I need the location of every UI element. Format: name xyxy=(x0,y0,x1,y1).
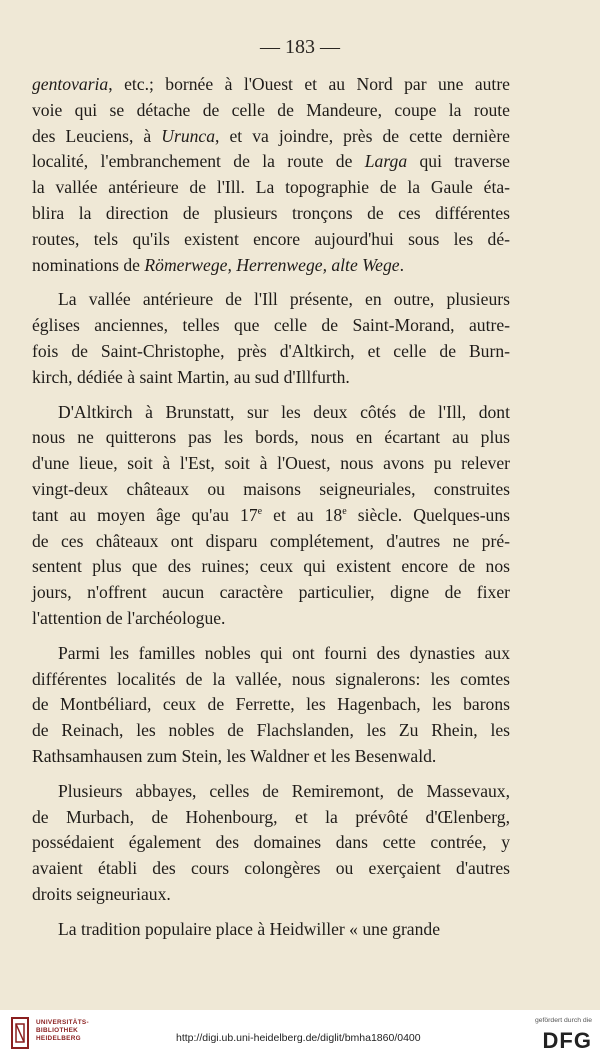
text-run: kirch, dédiée à saint Martin, au sud d'Illfurth. xyxy=(32,366,350,387)
text-run: droits seigneuriaux. xyxy=(32,883,171,904)
text-line xyxy=(32,692,510,718)
text-run: blira la direction de plusieurs tronçons de ces différentes xyxy=(32,202,510,223)
page-number: — 183 — xyxy=(260,36,340,58)
text-line xyxy=(32,400,510,426)
text-line xyxy=(32,606,510,632)
text-line xyxy=(32,830,510,856)
text-run: d'une lieue, soit à l'Est, soit à l'Ouest, nous avons pu relever xyxy=(32,453,510,474)
text-line xyxy=(32,451,510,477)
superscript: e xyxy=(257,505,263,517)
text-run: , et va joindre, près de cette dernière xyxy=(215,125,510,146)
text-run: tant au moyen âge qu'au 17 xyxy=(32,504,258,525)
paragraph xyxy=(32,400,510,632)
paragraph xyxy=(32,917,510,943)
text-run: Rathsamhausen zum Stein, les Waldner et les Besenwald. xyxy=(32,745,437,766)
funding-note: gefördert durch die xyxy=(534,1017,592,1024)
text-line xyxy=(32,201,510,227)
text-line xyxy=(32,580,510,606)
text-run: de Montbéliard, ceux de Ferrette, les Hagenbach, les barons xyxy=(32,694,510,715)
text-line xyxy=(32,149,510,175)
italic-run: Larga xyxy=(364,151,408,172)
text-run: différentes localités de la vallée, nous signalerons: les comtes xyxy=(32,668,510,689)
text-line xyxy=(32,779,510,805)
text-line xyxy=(32,425,510,451)
text-run: la vallée antérieure de l'Ill. La topographie de la Gaule éta- xyxy=(32,177,510,198)
text-line xyxy=(32,72,510,98)
text-line xyxy=(32,339,510,365)
text-line xyxy=(32,175,510,201)
paragraph xyxy=(32,779,510,908)
text-run: et au 18 xyxy=(262,504,343,525)
text-run: localité, l'embranchement de la route de xyxy=(32,151,365,172)
text-run: sentent plus que des ruines; ceux qui existent encore de nos xyxy=(32,556,510,577)
text-run: , etc.; bornée à l'Ouest et au Nord par une autre xyxy=(108,74,510,94)
text-line xyxy=(32,882,510,908)
text-run: de Murbach, de Hohenbourg, et la prévôté d'Œlenberg, xyxy=(32,806,510,827)
text-run: voie qui se détache de celle de Mandeure, coupe la route xyxy=(32,99,510,120)
text-run: l'attention de l'archéologue. xyxy=(32,607,226,628)
text-run: jours, n'offrent aucun caractère particulier, digne de fixer xyxy=(32,582,510,603)
text-line xyxy=(32,503,510,529)
dfg-logo: DFG xyxy=(542,1028,592,1053)
text-run: routes, tels qu'ils existent encore aujourd'hui sous les dé- xyxy=(32,228,510,249)
text-line xyxy=(32,124,510,150)
text-run: possédaient également des domaines dans cette contrée, y xyxy=(32,832,510,853)
text-line xyxy=(32,554,510,580)
text-line xyxy=(32,744,510,770)
text-run: La vallée antérieure de l'Ill présente, en outre, plusieurs xyxy=(58,289,510,310)
text-run: des Leuciens, à xyxy=(32,125,162,146)
digitization-footer xyxy=(0,1010,600,1056)
text-line xyxy=(32,227,510,253)
permalink-url[interactable]: http://digi.ub.uni-heidelberg.de/diglit/bmha1860/0400 xyxy=(176,1032,421,1044)
library-name-line: UNIVERSITÄTS- xyxy=(36,1019,89,1026)
text-line xyxy=(32,313,510,339)
italic-run: Römerwege, Herrenwege, alte Wege xyxy=(144,254,400,275)
text-line xyxy=(32,805,510,831)
library-name xyxy=(36,1019,89,1043)
italic-run: gentovaria xyxy=(32,74,109,94)
paragraph xyxy=(32,287,510,390)
text-run: Parmi les familles nobles qui ont fourni des dynasties aux xyxy=(58,642,510,663)
text-line xyxy=(32,98,510,124)
text-run: nous ne quitterons pas les bords, nous en écartant au plus xyxy=(32,427,510,448)
text-line xyxy=(32,641,510,667)
text-run: nominations de xyxy=(32,254,145,275)
text-line xyxy=(32,718,510,744)
text-line xyxy=(32,856,510,882)
text-run: avaient établi des cours colongères ou exerçaient d'autres xyxy=(32,858,510,879)
text-run: Plusieurs abbayes, celles de Remiremont, de Massevaux, xyxy=(58,780,510,801)
library-name-line: HEIDELBERG xyxy=(36,1035,81,1042)
paragraph xyxy=(32,641,510,770)
paragraph xyxy=(32,72,510,278)
text-line xyxy=(32,667,510,693)
text-run: de ces châteaux ont disparu complétement, d'autres ne pré- xyxy=(32,530,510,551)
library-name-line: BIBLIOTHEK xyxy=(36,1027,79,1034)
text-run: fois de Saint-Christophe, près d'Altkirch, et celle de Burn- xyxy=(32,340,510,361)
text-line xyxy=(32,529,510,555)
text-run: La tradition populaire place à Heidwiller « une grande xyxy=(58,918,441,939)
text-run: qui traverse xyxy=(407,151,510,172)
text-run: de Reinach, les nobles de Flachslanden, les Zu Rhein, les xyxy=(32,720,510,741)
text-line xyxy=(32,477,510,503)
text-line xyxy=(32,287,510,313)
text-run: . xyxy=(399,254,405,275)
university-library-logo-icon xyxy=(10,1016,30,1050)
text-line xyxy=(32,365,510,391)
text-run: siècle. Quelques-uns xyxy=(346,504,510,525)
text-run: vingt-deux châteaux ou maisons seigneuriales, construites xyxy=(32,478,510,499)
text-run: églises anciennes, telles que celle de Saint-Morand, autre- xyxy=(32,315,510,336)
body-text xyxy=(32,72,510,952)
text-line xyxy=(32,917,510,943)
text-line xyxy=(32,253,510,279)
italic-run: Urunca xyxy=(161,125,216,146)
text-run: D'Altkirch à Brunstatt, sur les deux côtés de l'Ill, dont xyxy=(58,401,510,422)
superscript: e xyxy=(342,505,347,517)
